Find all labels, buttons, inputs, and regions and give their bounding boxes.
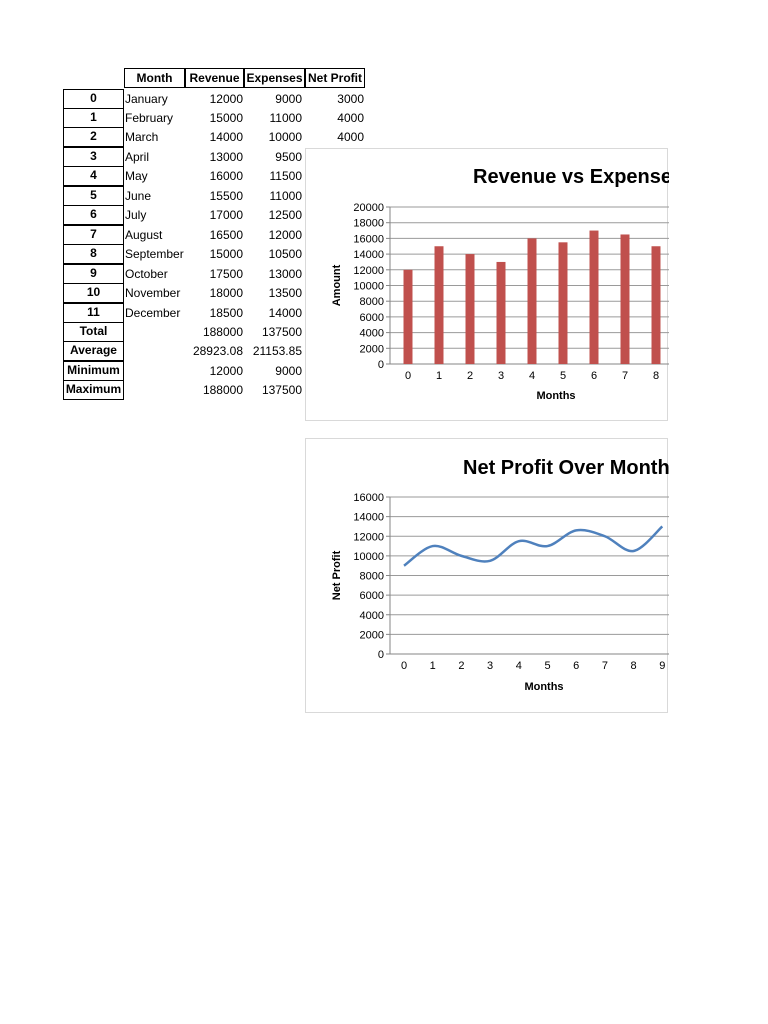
x-tick-label: 1	[435, 370, 443, 382]
row-index: 2	[63, 127, 124, 147]
x-tick-label: 3	[487, 660, 494, 672]
revenue-cell: 17000	[209, 208, 243, 222]
header-month: Month	[124, 68, 185, 88]
summary-label: Maximum	[63, 380, 124, 400]
revenue-cell: 16500	[209, 228, 243, 242]
expenses-cell: 12500	[268, 208, 302, 222]
y-tick-label: 20000	[353, 202, 384, 214]
expenses-cell: 13500	[268, 286, 302, 300]
summary-label: Average	[63, 341, 124, 361]
net-profit-cell: 3000	[337, 92, 364, 106]
y-tick-label: 14000	[353, 511, 384, 524]
x-tick-label: 2	[466, 370, 474, 382]
bar	[621, 234, 630, 364]
month-cell: January	[125, 92, 168, 106]
bar	[497, 262, 506, 364]
header-net-profit: Net Profit	[305, 68, 365, 88]
summary-revenue: 12000	[209, 364, 243, 378]
month-cell: March	[125, 130, 159, 144]
x-tick-label: 1	[429, 660, 436, 672]
y-tick-label: 16000	[353, 492, 384, 504]
summary-expenses: 21153.85	[252, 344, 302, 358]
y-axis-label: Amount	[331, 264, 343, 307]
revenue-cell: 18000	[209, 286, 243, 300]
bar	[466, 254, 475, 364]
net-profit-chart[interactable]	[305, 438, 668, 713]
bar	[528, 238, 537, 364]
x-tick-label: 7	[621, 370, 629, 382]
y-axis-label: Net Profit	[331, 550, 343, 601]
expenses-cell: 11000	[269, 189, 302, 203]
y-tick-label: 8000	[359, 296, 384, 309]
row-index: 9	[63, 264, 124, 284]
bar	[404, 270, 413, 364]
net-profit-chart-svg	[306, 439, 669, 714]
row-index: 11	[63, 303, 124, 323]
net-profit-line	[404, 526, 662, 565]
chart-title: Revenue vs Expenses	[473, 166, 669, 188]
y-tick-label: 10000	[353, 280, 384, 293]
bar	[652, 246, 661, 364]
row-index: 7	[63, 225, 124, 245]
expenses-cell: 13000	[268, 267, 302, 281]
month-cell: April	[125, 150, 150, 164]
revenue-cell: 14000	[209, 130, 243, 144]
summary-label: Total	[63, 322, 124, 342]
y-tick-label: 6000	[359, 590, 384, 603]
net-profit-cell: 4000	[337, 111, 364, 125]
bar	[590, 231, 599, 364]
expenses-cell: 11500	[269, 169, 302, 183]
revenue-cell: 15000	[209, 247, 243, 261]
expenses-cell: 14000	[268, 306, 302, 320]
y-tick-label: 10000	[353, 550, 384, 563]
row-index: 1	[63, 108, 124, 128]
revenue-cell: 16000	[209, 169, 243, 183]
row-index: 6	[63, 205, 124, 225]
y-tick-label: 12000	[353, 264, 384, 277]
summary-expenses: 137500	[261, 383, 302, 397]
summary-revenue: 188000	[202, 383, 243, 397]
y-tick-label: 6000	[359, 311, 384, 324]
header-expenses: Expenses	[244, 68, 305, 88]
y-tick-label: 12000	[353, 531, 384, 544]
y-tick-label: 8000	[359, 570, 384, 583]
y-tick-label: 4000	[359, 327, 384, 340]
revenue-cell: 13000	[209, 150, 243, 164]
y-tick-label: 0	[377, 649, 384, 661]
x-tick-label: 2	[458, 660, 465, 672]
header-revenue: Revenue	[185, 68, 244, 88]
month-cell: June	[125, 189, 152, 203]
bar	[559, 242, 568, 364]
x-axis-label: Months	[524, 681, 564, 693]
y-tick-label: 16000	[353, 233, 384, 246]
month-cell: November	[125, 286, 181, 300]
x-tick-label: 6	[590, 370, 598, 382]
x-tick-label: 4	[528, 370, 536, 382]
expenses-cell: 9000	[275, 92, 302, 106]
chart-title: Net Profit Over Month	[463, 457, 669, 479]
y-tick-label: 0	[377, 359, 384, 371]
row-index: 3	[63, 147, 124, 167]
month-cell: July	[125, 208, 147, 222]
summary-revenue: 188000	[202, 325, 243, 339]
month-cell: May	[125, 169, 148, 183]
summary-label: Minimum	[63, 361, 124, 381]
row-index: 4	[63, 166, 124, 186]
expenses-cell: 12000	[268, 228, 302, 242]
y-tick-label: 2000	[359, 343, 384, 356]
x-tick-label: 0	[404, 370, 412, 382]
revenue-expenses-chart-svg	[306, 149, 669, 422]
x-tick-label: 9	[659, 660, 666, 672]
y-tick-label: 4000	[359, 609, 384, 622]
x-tick-label: 6	[573, 660, 580, 672]
net-profit-cell: 4000	[337, 130, 364, 144]
expenses-cell: 10000	[268, 130, 302, 144]
summary-expenses: 137500	[261, 325, 302, 339]
x-tick-label: 5	[559, 370, 567, 382]
month-cell: August	[125, 228, 163, 242]
revenue-cell: 15500	[209, 189, 243, 203]
x-tick-label: 8	[630, 660, 637, 672]
month-cell: December	[125, 306, 181, 320]
y-tick-label: 14000	[353, 249, 384, 262]
x-tick-label: 3	[497, 370, 505, 382]
y-tick-label: 2000	[359, 629, 384, 642]
revenue-expenses-chart[interactable]	[305, 148, 668, 421]
expenses-cell: 10500	[268, 247, 302, 261]
row-index: 5	[63, 186, 124, 206]
x-tick-label: 5	[544, 660, 551, 672]
x-tick-label: 8	[652, 370, 660, 382]
revenue-cell: 17500	[209, 267, 243, 281]
month-cell: September	[125, 247, 184, 261]
x-tick-label: 7	[601, 660, 608, 672]
row-index: 8	[63, 244, 124, 264]
y-tick-label: 18000	[353, 217, 384, 230]
row-index: 0	[63, 89, 124, 109]
expenses-cell: 9500	[275, 150, 302, 164]
row-index: 10	[63, 283, 124, 303]
bar	[435, 246, 444, 364]
revenue-cell: 18500	[209, 306, 243, 320]
x-tick-label: 0	[400, 660, 408, 672]
summary-revenue: 28923.08	[192, 344, 243, 358]
revenue-cell: 15000	[209, 111, 243, 125]
month-cell: October	[125, 267, 168, 281]
summary-expenses: 9000	[275, 364, 302, 378]
month-cell: February	[125, 111, 174, 125]
x-axis-label: Months	[536, 390, 576, 402]
x-tick-label: 4	[515, 660, 522, 672]
revenue-cell: 12000	[209, 92, 243, 106]
expenses-cell: 11000	[269, 111, 302, 125]
